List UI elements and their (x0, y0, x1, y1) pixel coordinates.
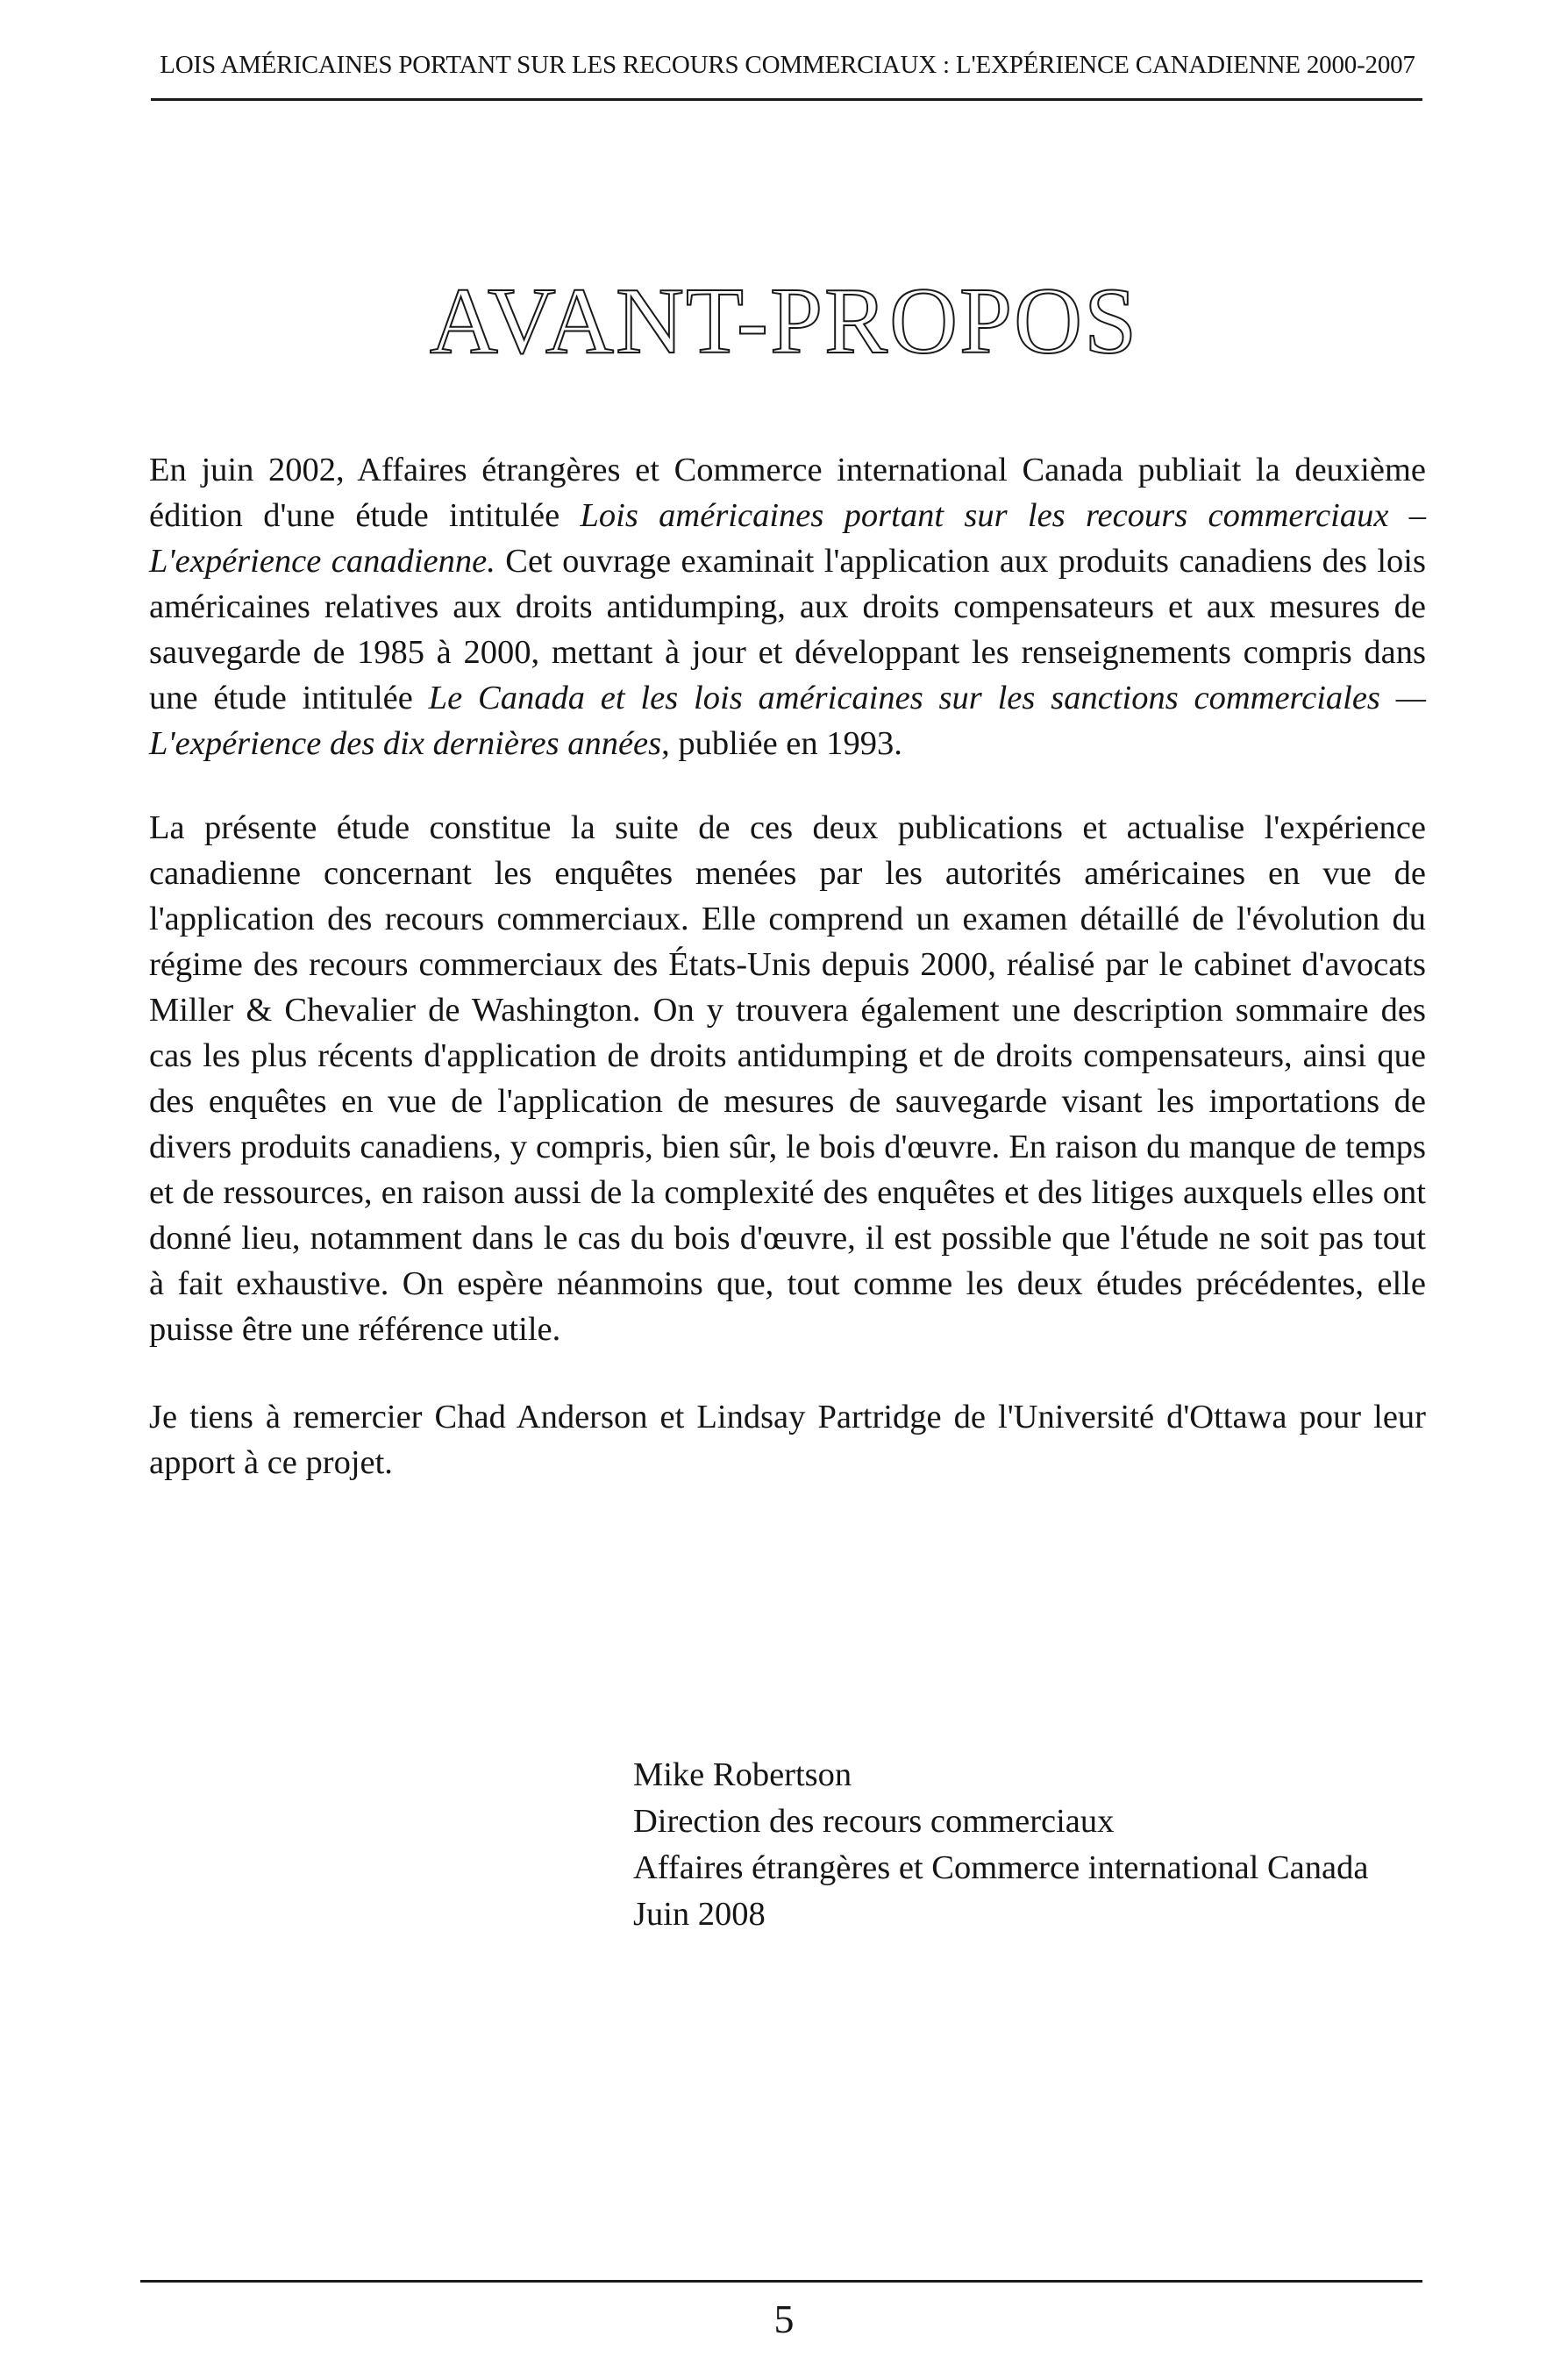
signature-department: Affaires étrangères et Commerce international Canada (633, 1849, 1369, 1886)
chapter-title: AVANT-PROPOS (429, 269, 1139, 374)
paragraph-1-text-c: Cet ouvrage examinait l'application aux produits canadiens des lois américaines relatives aux droits antidumping, aux droits compensateurs et aux mesures de sauvegarde de 1985 à 2000, mettant à jour et développant les renseignements compris dans une étude intitulée (149, 543, 1426, 716)
page-number: 5 (773, 2297, 795, 2341)
paragraph-1-text-e: , publiée en 1993. (661, 725, 902, 762)
paragraph-1-italic-title-2: Le Canada et les lois américaines sur les sanctions commerciales — L'expérience des dix dernières années (149, 680, 1426, 762)
paragraph-1-text-a: En juin 2002, Affaires étrangères et Commerce international Canada publiait la deuxième édition d'une étude intitulée (149, 452, 1426, 534)
paragraph-1 (149, 447, 1426, 766)
header-rule (151, 98, 1422, 101)
paragraph-1-italic-title-1: Lois américaines portant sur les recours commerciaux – L'expérience canadienne. (149, 497, 1427, 580)
paragraph-3: Je tiens à remercier Chad Anderson et Lindsay Partridge de l'Université d'Ottawa pour leur apport à ce projet. (149, 1399, 1426, 1481)
signature-date: Juin 2008 (633, 1896, 766, 1933)
footer-rule (140, 2280, 1422, 2283)
paragraph-2: La présente étude constitue la suite de ces deux publications et actualise l'expérience canadienne concernant les enquêtes menées par les autorités américaines en vue de l'application des recours commerciaux. Elle comprend un examen détaillé de l'évolution du régime des recours commerciaux des États-Unis depuis 2000, réalisé par le cabinet d'avocats Miller & Chevalier de Washington. On y trouvera également une description sommaire des cas les plus récents d'application de droits antidumping et de droits compensateurs, ainsi que des enquêtes en vue de l'application de mesures de sauvegarde visant les importations de divers produits canadiens, y compris, bien sûr, le bois d'œuvre. En raison du manque de temps et de ressources, en raison aussi de la complexité des enquêtes et des litiges auxquels elles ont donné lieu, notamment dans le cas du bois d'œuvre, il est possible que l'étude ne soit pas tout à fait exhaustive. On espère néanmoins que, tout comme les deux études précédentes, elle puisse être une référence utile. (149, 809, 1426, 1348)
signature-block (633, 1752, 1368, 1938)
signature-name: Mike Robertson (633, 1756, 852, 1793)
signature-division: Direction des recours commerciaux (633, 1803, 1115, 1840)
running-header: LOIS AMÉRICAINES PORTANT SUR LES RECOURS COMMERCIAUX : L'EXPÉRIENCE CANADIENNE 2000-2007 (160, 51, 1415, 79)
